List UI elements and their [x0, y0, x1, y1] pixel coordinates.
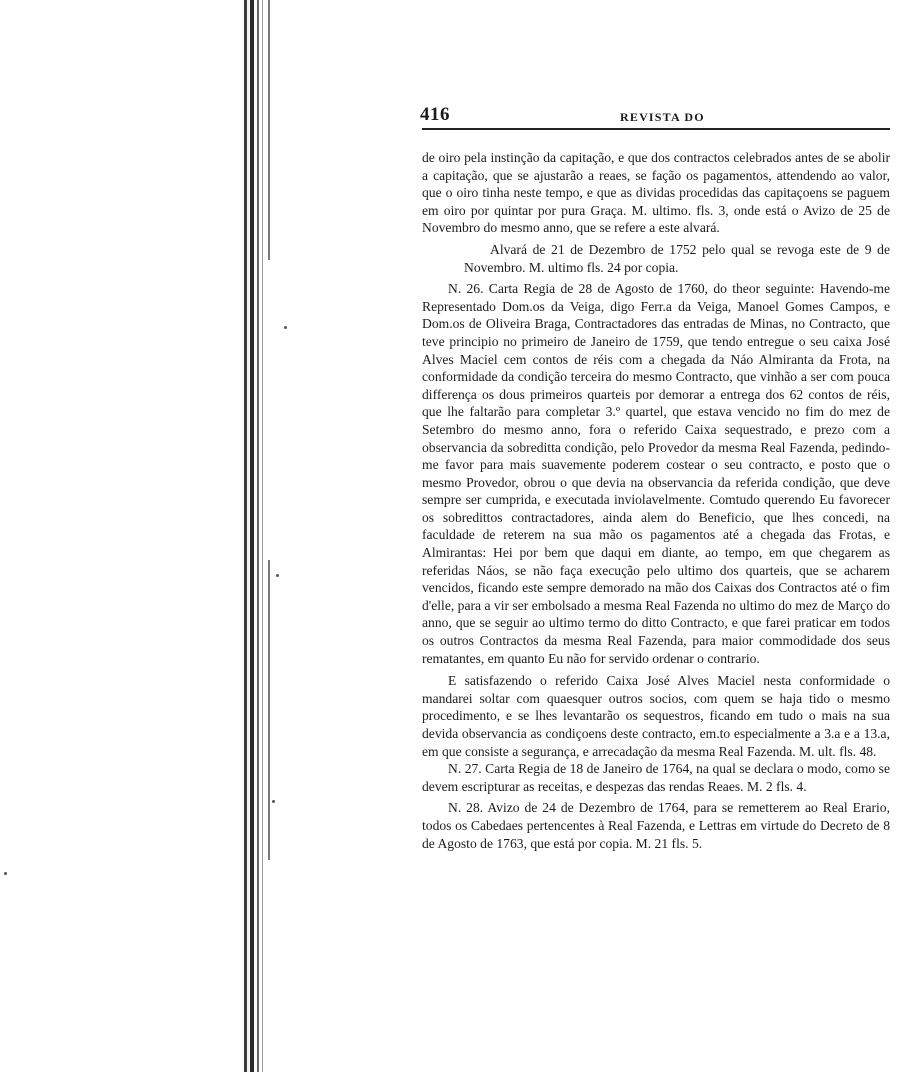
binding-edge-line: [257, 0, 259, 1072]
binding-edge-line: [268, 0, 270, 260]
binding-edge-line: [250, 0, 254, 1072]
entry-n26: N. 26. Carta Regia de 28 de Agosto de 1760, do theor seguinte: Havendo-me Representado Dom.os da Veiga, digo Ferr.a da Veiga, Manoel Gomes Campos, e Dom.os de Oliveira Braga, Contractadores das entradas de Minas, no Contracto, que teve principio no primeiro de Janeiro de 1759, que tendo entregue o seu caixa José Alves Maciel cem contos de réis com a chegada da Náo Almiranta da Frota, na conformidade da condição terceira do mesmo Contracto, que vinhão a ser com pouca differença os dous primeiros quarteis por demorar a entrega dos 62 contos de réis, que lhe faltarão para completar 3.º quartel, que estava vencido no fim do mez de Setembro do mesmo anno, fora o referido Caixa sequestrado, e prezo com a observancia da sobreditta condição, pelo Provedor da mesma Real Fazenda, pedindo-me favor para mais suavemente poderem costear o seu contracto, e posto que o mesmo Provedor, obrou o que devia na observancia da referida condição, que deve sempre ser cumprida, e executada inviolavelmente. Comtudo querendo Eu favorecer os sobredittos contractadores, ainda alem do Beneficio, que lhes concedi, na faculdade de reterem na sua mão os pagamentos até a chegada das Frotas, e Almirantas: Hei por bem que daqui em diante, ao tempo, em que chegarem as referidas Náos, se não faça execução pelo ultimo dos quarteis, que se acharem vencidos, ficando este sempre demorado na mão dos Caixas dos Contractos até o fim d'elle, para a vir ser embolsado a mesma Real Fazenda no ultimo do mez de Março do anno, que se seguir ao ultimo termo do ditto Contracto, e que farei praticar em todos os outros Contractos da mesma Real Fazenda, para maior commodidade dos seus rematantes, em quanto Eu não for servido ordenar o contrario.: [422, 281, 890, 666]
paper-speck: [276, 574, 279, 577]
page-number: 416: [420, 104, 450, 125]
binding-edge-line: [262, 0, 263, 1072]
alvara-note: Alvará de 21 de Dezembro de 1752 pelo qual se revoga este de 9 de Novembro. M. ultimo fls. 24 por copia.: [464, 241, 890, 275]
paper-speck: [4, 872, 7, 875]
entry-n28: N. 28. Avizo de 24 de Dezembro de 1764, para se remetterem ao Real Erario, todos os Cabedaes pertencentes à Real Fazenda, e Lettras em virtude do Decreto de 8 de Agosto de 1763, que está por copia. M. 21 fls. 5.: [422, 800, 890, 851]
binding-edge-line: [268, 560, 270, 860]
binding-edge-line: [244, 0, 247, 1072]
continued-paragraph: de oiro pela instinção da capitação, e que dos contractos celebrados antes de se abolir a capitação, que se ajustarão a reaes, se fação os pagamentos, attendendo ao valor, que o oiro tinha neste tempo, e que as dividas procedidas das capitaçoens se paguem em oiro por quintar por pura Graça. M. ultimo. fls. 3, onde está o Avizo de 25 de Novembro do mesmo anno, que se refere a este alvará.: [422, 150, 890, 236]
paper-speck: [284, 326, 287, 329]
header-rule: [422, 128, 890, 130]
page-header: [420, 104, 890, 130]
entry-n27: N. 27. Carta Regia de 18 de Janeiro de 1764, na qual se declara o modo, como se devem escripturar as receitas, e despezas das rendas Reaes. M. 2 fls. 4.: [422, 761, 890, 794]
running-title: REVISTA DO: [620, 110, 705, 124]
entry-n26-continuation: E satisfazendo o referido Caixa José Alves Maciel nesta conformidade o mandarei soltar com quaesquer outros socios, com quem se haja tido o mesmo procedimento, e se lhes levantarão os sequestros, ficando em tudo o mais na sua devida observancia as condiçoens deste contracto, em.to especialmente a 3.a e a 13.a, em que consiste a segurança, e arrecadação da mesma Real Fazenda. M. ult. fls. 48.: [422, 673, 890, 759]
paper-speck: [272, 800, 275, 803]
page-body: [422, 149, 890, 852]
binding-gutter: [0, 0, 300, 1072]
